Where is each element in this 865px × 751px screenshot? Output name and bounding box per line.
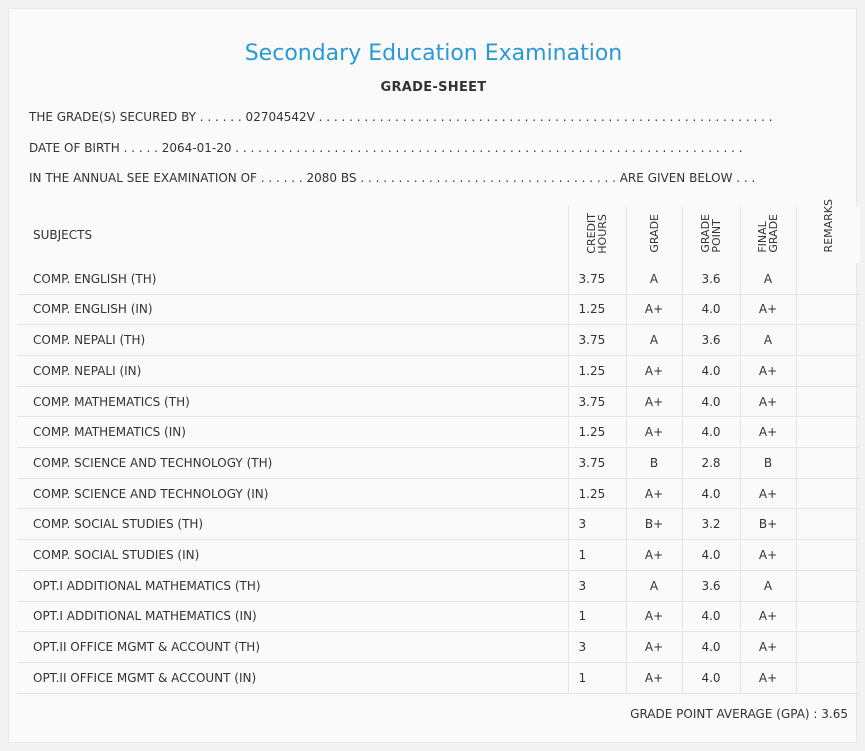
grade-point-cell: 3.2 [682, 509, 740, 540]
grades-table [17, 199, 860, 694]
gpa-summary: GRADE POINT AVERAGE (GPA) : 3.65 [630, 707, 848, 721]
table-row [17, 509, 860, 540]
grade-point-cell: 4.0 [682, 417, 740, 448]
subject-cell: COMP. NEPALI (IN) [17, 356, 568, 387]
header-subjects: SUBJECTS [17, 207, 568, 263]
credit-hours-cell: 3.75 [568, 263, 626, 294]
remarks-cell [796, 540, 860, 571]
credit-hours-cell: 3 [568, 632, 626, 663]
header-remarks-label: REMARKS [821, 199, 835, 253]
subject-cell: COMP. SOCIAL STUDIES (IN) [17, 540, 568, 571]
remarks-cell [796, 263, 860, 294]
grade-point-cell: 4.0 [682, 601, 740, 632]
remarks-cell [796, 570, 860, 601]
final-grade-cell: A+ [740, 417, 796, 448]
remarks-cell [796, 417, 860, 448]
remarks-cell [796, 509, 860, 540]
grade-point-cell: 3.6 [682, 263, 740, 294]
credit-hours-cell: 1.25 [568, 417, 626, 448]
final-grade-cell: A+ [740, 386, 796, 417]
final-grade-cell: B [740, 448, 796, 479]
examination-line: IN THE ANNUAL SEE EXAMINATION OF . . . . . . 2080 BS . . . . . . . . . . . . . . . . . . . . . . . . . . . . . . . . . . ARE GIVEN BELOW . . . [29, 171, 756, 185]
header-grade-point-label: GRADE POINT [699, 214, 723, 254]
final-grade-cell: A+ [740, 478, 796, 509]
grade-cell: A [626, 570, 682, 601]
credit-hours-cell: 1 [568, 540, 626, 571]
grade-cell: A+ [626, 386, 682, 417]
credit-hours-cell: 3.75 [568, 386, 626, 417]
subject-cell: OPT.II OFFICE MGMT & ACCOUNT (IN) [17, 662, 568, 693]
table-header-row [17, 207, 860, 263]
final-grade-cell: A+ [740, 632, 796, 663]
table-row [17, 662, 860, 693]
subject-cell: COMP. ENGLISH (IN) [17, 294, 568, 325]
final-grade-cell: B+ [740, 509, 796, 540]
table-row [17, 356, 860, 387]
credit-hours-cell: 1 [568, 601, 626, 632]
header-remarks [796, 199, 860, 263]
remarks-cell [796, 601, 860, 632]
page-title: Secondary Education Examination [244, 41, 623, 66]
grade-cell: A+ [626, 601, 682, 632]
header-credit-hours [568, 207, 626, 263]
header-credit-hours-label: CREDIT HOURS [585, 213, 609, 255]
table-row [17, 417, 860, 448]
subject-cell: COMP. MATHEMATICS (TH) [17, 386, 568, 417]
table-row [17, 632, 860, 663]
final-grade-cell: A+ [740, 294, 796, 325]
grade-point-cell: 4.0 [682, 356, 740, 387]
subject-cell: COMP. SCIENCE AND TECHNOLOGY (TH) [17, 448, 568, 479]
table-row [17, 386, 860, 417]
credit-hours-cell: 3 [568, 509, 626, 540]
subject-cell: COMP. MATHEMATICS (IN) [17, 417, 568, 448]
date-of-birth-line: DATE OF BIRTH . . . . . 2064-01-20 . . . . . . . . . . . . . . . . . . . . . . . . . . . . . . . . . . . . . . . . . . . . . . . . . . . . . . . . . . . . . . . . . . . [29, 141, 743, 155]
grade-point-cell: 4.0 [682, 294, 740, 325]
credit-hours-cell: 1.25 [568, 294, 626, 325]
subject-cell: OPT.II OFFICE MGMT & ACCOUNT (TH) [17, 632, 568, 663]
subject-cell: COMP. ENGLISH (TH) [17, 263, 568, 294]
grade-cell: A+ [626, 478, 682, 509]
credit-hours-cell: 1.25 [568, 478, 626, 509]
grade-cell: A+ [626, 632, 682, 663]
page-subtitle: GRADE-SHEET [380, 80, 487, 95]
grade-point-cell: 4.0 [682, 386, 740, 417]
secured-by-line: THE GRADE(S) SECURED BY . . . . . . 02704542V . . . . . . . . . . . . . . . . . . . . . . . . . . . . . . . . . . . . . . . . . . . . . . . . . . . . . . . . . . . . [29, 110, 773, 124]
remarks-cell [796, 294, 860, 325]
header-grade-point [682, 207, 740, 263]
header-final-grade [740, 207, 796, 263]
credit-hours-cell: 3 [568, 570, 626, 601]
subject-cell: COMP. SCIENCE AND TECHNOLOGY (IN) [17, 478, 568, 509]
grade-point-cell: 2.8 [682, 448, 740, 479]
subject-cell: OPT.I ADDITIONAL MATHEMATICS (IN) [17, 601, 568, 632]
grade-cell: A [626, 325, 682, 356]
remarks-cell [796, 386, 860, 417]
remarks-cell [796, 632, 860, 663]
remarks-cell [796, 448, 860, 479]
final-grade-cell: A+ [740, 601, 796, 632]
grade-point-cell: 4.0 [682, 632, 740, 663]
grade-point-cell: 4.0 [682, 478, 740, 509]
grade-cell: B+ [626, 509, 682, 540]
table-row [17, 570, 860, 601]
header-final-grade-label: FINAL GRADE [756, 214, 780, 254]
grade-cell: B [626, 448, 682, 479]
final-grade-cell: A+ [740, 356, 796, 387]
subject-cell: COMP. NEPALI (TH) [17, 325, 568, 356]
header-grade [626, 207, 682, 263]
table-row [17, 601, 860, 632]
table-row [17, 263, 860, 294]
remarks-cell [796, 662, 860, 693]
credit-hours-cell: 3.75 [568, 325, 626, 356]
grade-point-cell: 4.0 [682, 540, 740, 571]
final-grade-cell: A [740, 263, 796, 294]
subject-cell: COMP. SOCIAL STUDIES (TH) [17, 509, 568, 540]
grade-point-cell: 3.6 [682, 325, 740, 356]
credit-hours-cell: 3.75 [568, 448, 626, 479]
final-grade-cell: A [740, 570, 796, 601]
table-row [17, 540, 860, 571]
grade-cell: A+ [626, 294, 682, 325]
grade-cell: A+ [626, 417, 682, 448]
grade-point-cell: 4.0 [682, 662, 740, 693]
final-grade-cell: A+ [740, 540, 796, 571]
remarks-cell [796, 478, 860, 509]
grade-cell: A+ [626, 540, 682, 571]
table-row [17, 478, 860, 509]
grade-cell: A [626, 263, 682, 294]
grade-point-cell: 3.6 [682, 570, 740, 601]
grade-cell: A+ [626, 662, 682, 693]
table-row [17, 448, 860, 479]
table-row [17, 294, 860, 325]
credit-hours-cell: 1 [568, 662, 626, 693]
header-grade-label: GRADE [647, 214, 661, 254]
final-grade-cell: A+ [740, 662, 796, 693]
grade-sheet [8, 8, 857, 743]
table-row [17, 325, 860, 356]
remarks-cell [796, 325, 860, 356]
grade-cell: A+ [626, 356, 682, 387]
final-grade-cell: A [740, 325, 796, 356]
remarks-cell [796, 356, 860, 387]
credit-hours-cell: 1.25 [568, 356, 626, 387]
subject-cell: OPT.I ADDITIONAL MATHEMATICS (TH) [17, 570, 568, 601]
